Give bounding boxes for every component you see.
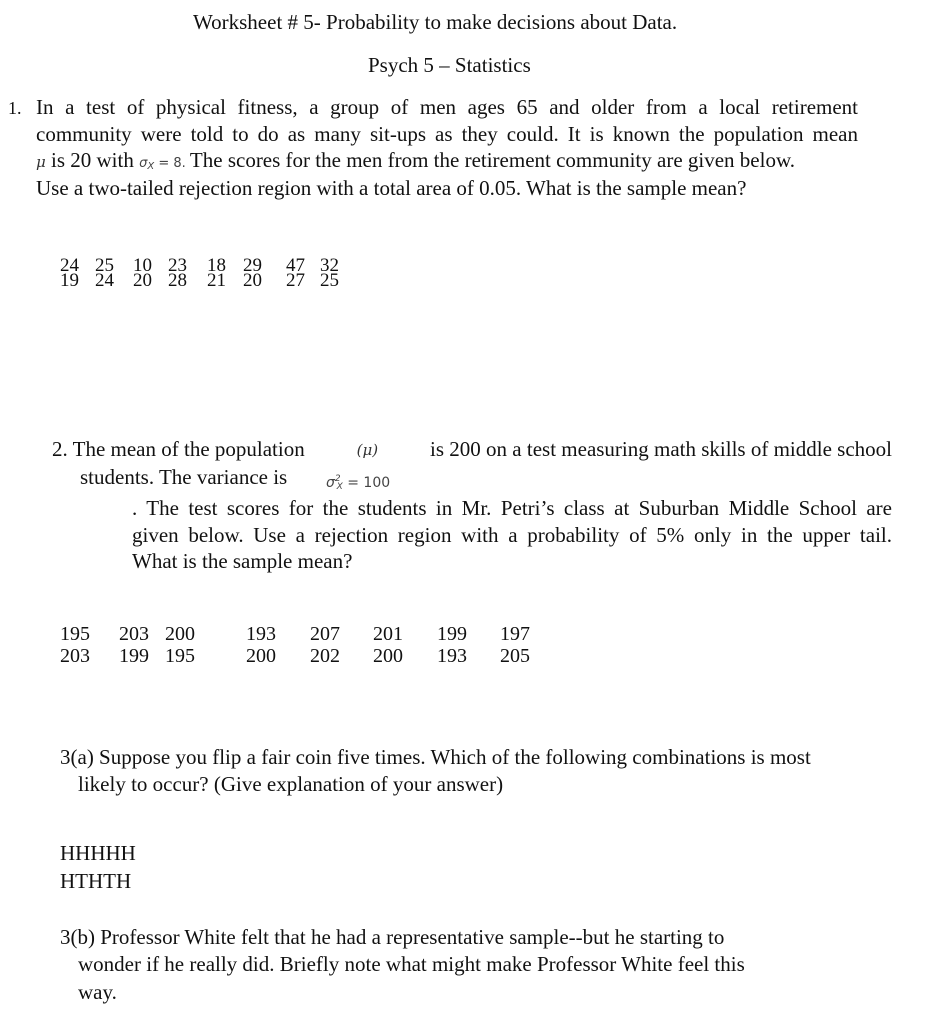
variance-expression (326, 474, 390, 492)
q1-line-3-text: is 20 with (51, 148, 134, 172)
q1-score: 29 (243, 255, 262, 276)
q3b-line-2: wonder if he really did. Briefly note what might make Professor White feel this (78, 952, 745, 976)
sigma-symbol: σ (139, 156, 148, 171)
q1-line-3 (36, 148, 795, 173)
q2-score: 193 (437, 645, 467, 667)
q1-score: 23 (168, 255, 187, 276)
q3b-line-1: 3(b) Professor White felt that he had a representative sample--but he starting to (60, 925, 725, 949)
q1-score: 25 (95, 255, 114, 276)
q1-number: 1. (8, 98, 22, 118)
q2-line-2: students. The variance is (80, 465, 288, 489)
q1-score: 10 (133, 255, 152, 276)
q3a-option-1: HHHHH (60, 841, 136, 865)
variance-superscript: 2 (334, 474, 341, 484)
q1-score: 20 (133, 270, 152, 291)
q2-score: 195 (165, 645, 195, 667)
q2-score: 200 (373, 645, 403, 667)
q2-line-4: given below. Use a rejection region with a probability of 5% only in the upper tail. (132, 523, 892, 547)
q2-score: 207 (310, 623, 340, 645)
q2-line-5: What is the sample mean? (132, 549, 353, 573)
q2-score: 203 (60, 645, 90, 667)
q1-line-1: In a test of physical fitness, a group of men ages 65 and older from a local retirement (36, 95, 858, 119)
q1-line-2: community were told to do as many sit-ups as they could. It is known the population mean (36, 122, 858, 146)
q1-line-3-rest: The scores for the men from the retirement community are given below. (189, 148, 796, 172)
q1-score: 24 (60, 255, 79, 276)
q2-score: 200 (165, 623, 195, 645)
q1-score: 24 (95, 270, 114, 291)
sigma-value: = 8. (158, 156, 186, 171)
q1-score: 32 (320, 255, 339, 276)
worksheet-title: Worksheet # 5- Probability to make decisions about Data. (193, 10, 678, 34)
q2-score: 201 (373, 623, 403, 645)
mu-paren-symbol: (μ) (356, 440, 379, 459)
variance-value: = 100 (347, 475, 391, 491)
sigma-xbar-expression (139, 156, 190, 171)
q1-scores (60, 255, 360, 294)
q2-line-1-end: is 200 on a test measuring math skills of middle school (430, 437, 892, 461)
variance-subscript: X (336, 482, 343, 492)
q1-score: 19 (60, 270, 79, 291)
q2-line-3: . The test scores for the students in Mr. Petri’s class at Suburban Middle School are (132, 496, 892, 520)
q1-score: 25 (320, 270, 339, 291)
q2-score: 193 (246, 623, 276, 645)
q3a-line-1: 3(a) Suppose you flip a fair coin five times. Which of the following combinations is most (60, 745, 811, 769)
q1-score: 27 (286, 270, 305, 291)
q2-line-1-start: 2. The mean of the population (52, 437, 305, 461)
q1-score: 28 (168, 270, 187, 291)
q3a-line-2: likely to occur? (Give explanation of your answer) (78, 772, 504, 796)
variance-sigma-symbol: σ (326, 475, 335, 491)
q2-score: 202 (310, 645, 340, 667)
q2-score: 197 (500, 623, 530, 645)
q1-line-4: Use a two-tailed rejection region with a total area of 0.05. What is the sample mean? (36, 176, 747, 200)
q1-score: 47 (286, 255, 305, 276)
q1-score: 21 (207, 270, 226, 291)
q2-scores (60, 623, 540, 669)
q2-score: 205 (500, 645, 530, 667)
q3a-option-2: HTHTH (60, 869, 132, 893)
mu-symbol: μ (36, 153, 46, 171)
q2-score: 195 (60, 623, 90, 645)
q2-score: 199 (437, 623, 467, 645)
q1-score: 20 (243, 270, 262, 291)
sigma-subscript: X (147, 161, 155, 172)
q2-score: 200 (246, 645, 276, 667)
course-subtitle: Psych 5 – Statistics (368, 53, 531, 77)
q3b-line-3: way. (78, 980, 117, 1004)
q1-score: 18 (207, 255, 226, 276)
q2-score: 203 (119, 623, 149, 645)
q2-line-1 (52, 437, 892, 462)
q2-score: 199 (119, 645, 149, 667)
